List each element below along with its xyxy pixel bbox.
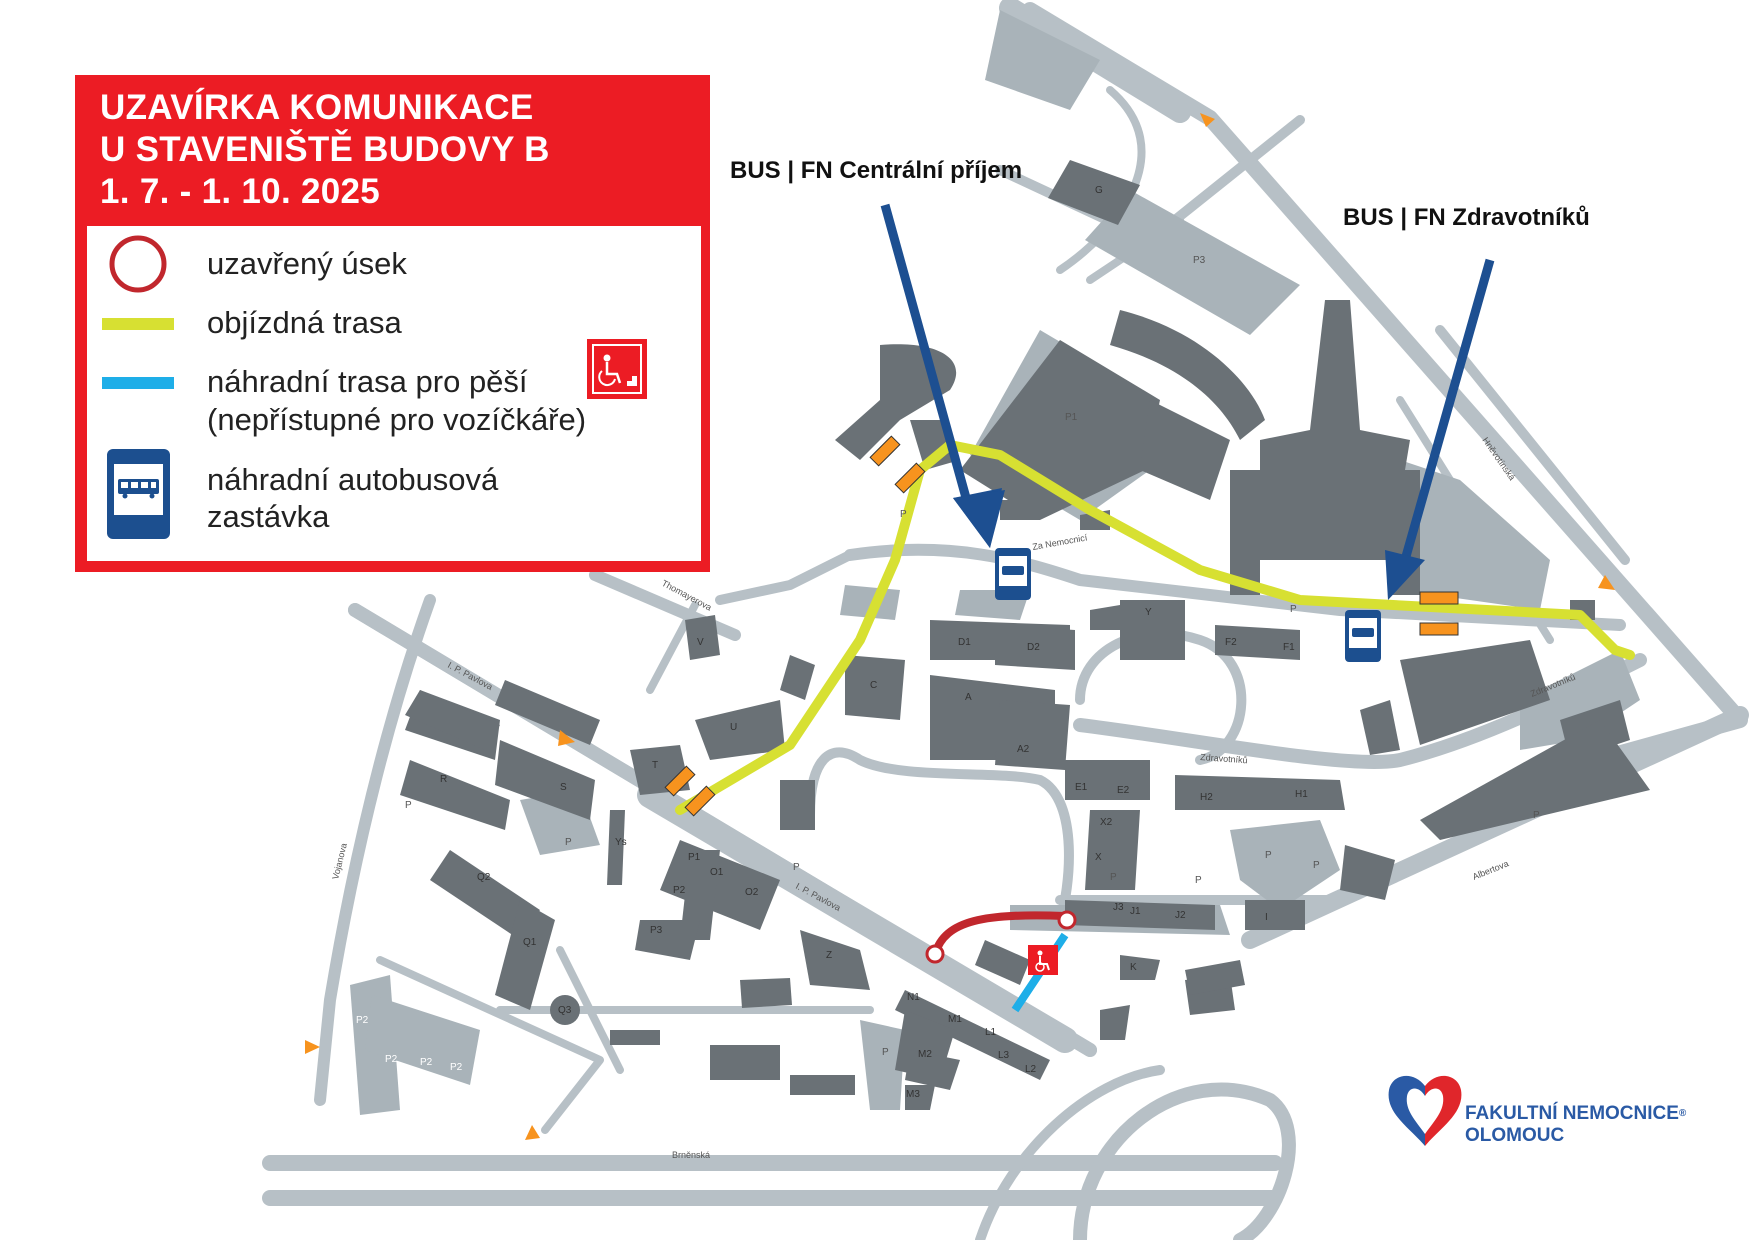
logo-line-1: FAKULTNÍ NEMOCNICE <box>1465 1103 1679 1124</box>
bldg-L1: L1 <box>985 1027 997 1038</box>
parking-label: P <box>565 837 572 848</box>
legend-title-line: 1. 7. - 1. 10. 2025 <box>100 172 381 211</box>
bldg-E2: E2 <box>1117 785 1130 796</box>
bldg-K: K <box>1130 962 1137 973</box>
legend-pedestrian-label: náhradní trasa pro pěší <box>207 364 528 399</box>
closed-circle-icon <box>927 946 943 962</box>
direction-arrow-icon <box>1420 623 1458 635</box>
bldg-P2-b: P2 <box>385 1054 398 1065</box>
bldg-C: C <box>870 680 878 691</box>
legend-bus-label-2: zastávka <box>207 499 330 534</box>
pedestrian-swatch <box>102 377 174 389</box>
bldg-F2: F2 <box>1225 637 1237 648</box>
bldg-H2: H2 <box>1200 792 1213 803</box>
bldg-A: A <box>965 692 972 703</box>
parking-label: P <box>1110 872 1117 883</box>
street-ip-pavlova-bottom: I. P. Pavlova <box>794 880 843 913</box>
detour-swatch <box>102 318 174 330</box>
bus-label-central: BUS | FN Centrální příjem <box>730 157 1023 184</box>
bldg-J3: J3 <box>1113 902 1124 913</box>
bldg-S: S <box>560 782 567 793</box>
street-albertova: Albertova <box>1471 858 1511 882</box>
bldg-L2: L2 <box>1025 1064 1037 1075</box>
wheelchair-stairs-icon <box>1028 945 1058 975</box>
legend-pedestrian-note: (nepřístupné pro vozíčkáře) <box>207 402 587 437</box>
bldg-A2: A2 <box>1017 744 1030 755</box>
bldg-Q3: Q3 <box>558 1005 572 1016</box>
parking-label: P <box>1313 860 1320 871</box>
bldg-N1: N1 <box>907 992 920 1003</box>
street-hnevotinska: Hněvotínská <box>1480 435 1518 483</box>
bldg-M2: M2 <box>918 1049 932 1060</box>
parking-label: P <box>1195 875 1202 886</box>
bldg-X: X <box>1095 852 1102 863</box>
closed-circle-icon <box>1059 912 1075 928</box>
bldg-I: I <box>1265 912 1268 923</box>
bldg-H1: H1 <box>1295 789 1308 800</box>
bldg-P2-d: P2 <box>450 1062 463 1073</box>
bldg-O1: O1 <box>710 867 724 878</box>
street-thomayerova: Thomayerova <box>660 577 714 613</box>
bldg-F1: F1 <box>1283 642 1295 653</box>
bldg-V: V <box>697 637 704 648</box>
legend-title <box>100 87 550 213</box>
bus-label-zdravotniku: BUS | FN Zdravotníků <box>1343 204 1590 231</box>
wheelchair-stairs-icon <box>587 339 647 399</box>
street-zdravotniku-mid: Zdravotníků <box>1199 752 1248 766</box>
direction-arrow-icon <box>1420 592 1458 604</box>
direction-arrow-icon <box>305 1040 320 1054</box>
street-za-nemocnici: Za Nemocnicí <box>1031 532 1089 552</box>
legend-bus-label: náhradní autobusová <box>207 462 499 497</box>
bldg-O2: O2 <box>745 887 759 898</box>
bldg-E1: E1 <box>1075 782 1088 793</box>
bldg-M3: M3 <box>906 1089 920 1100</box>
parking-label: P <box>1290 604 1297 615</box>
hospital-heart-logo-icon <box>1385 1068 1465 1148</box>
bus-sign-icon <box>1345 610 1381 662</box>
bldg-X2: X2 <box>1100 817 1113 828</box>
bus-sign-icon <box>995 548 1031 600</box>
legend-closed-label: uzavřený úsek <box>207 246 407 281</box>
hospital-logo-text <box>1465 1103 1686 1147</box>
parking-label: P <box>882 1047 889 1058</box>
bldg-J1: J1 <box>1130 906 1141 917</box>
bldg-Q1: Q1 <box>523 937 537 948</box>
bldg-D2: D2 <box>1027 642 1040 653</box>
legend-detour-label: objízdná trasa <box>207 305 402 340</box>
legend-title-line: UZAVÍRKA KOMUNIKACE <box>100 88 534 127</box>
legend-title-line: U STAVENIŠTĚ BUDOVY B <box>100 130 550 169</box>
bldg-P2-c: P2 <box>420 1057 433 1068</box>
street-ip-pavlova-top: I. P. Pavlova <box>446 659 495 692</box>
closed-circle-icon <box>112 238 164 290</box>
bldg-T: T <box>652 760 659 771</box>
legend-panel <box>75 75 710 572</box>
bldg-P3: P3 <box>650 925 663 936</box>
parking-label: P <box>1533 810 1540 821</box>
parking-label: P <box>900 509 907 520</box>
bldg-P3-top: P3 <box>1193 255 1206 266</box>
bldg-P1: P1 <box>688 852 701 863</box>
bldg-Ys: Ys <box>615 837 627 848</box>
bldg-P2-a: P2 <box>356 1015 369 1026</box>
bldg-M1: M1 <box>948 1014 962 1025</box>
bldg-P1-top: P1 <box>1065 412 1078 423</box>
bus-sign-icon <box>107 449 170 539</box>
direction-arrow-icon <box>525 1125 540 1140</box>
bldg-Z: Z <box>826 950 833 961</box>
street-brnenska: Brněnská <box>672 1150 711 1160</box>
legend-body <box>87 226 701 561</box>
parking-label: P <box>1265 850 1272 861</box>
logo-line-2: OLOMOUC <box>1465 1125 1565 1146</box>
bldg-P2: P2 <box>673 885 686 896</box>
bldg-Y: Y <box>1145 607 1152 618</box>
bldg-Q2: Q2 <box>477 872 491 883</box>
parking-label: P <box>405 800 412 811</box>
bldg-J2: J2 <box>1175 910 1186 921</box>
street-zdravotniku-right: Zdravotníků <box>1529 671 1577 699</box>
bldg-D1: D1 <box>958 637 971 648</box>
bldg-L3: L3 <box>998 1050 1010 1061</box>
bldg-U: U <box>730 722 738 733</box>
street-vojanova: Vojanova <box>330 842 349 881</box>
parking-label: P <box>793 862 800 873</box>
bldg-R: R <box>440 774 448 785</box>
logo-registered: ® <box>1678 1108 1687 1119</box>
bldg-G: G <box>1095 185 1103 196</box>
